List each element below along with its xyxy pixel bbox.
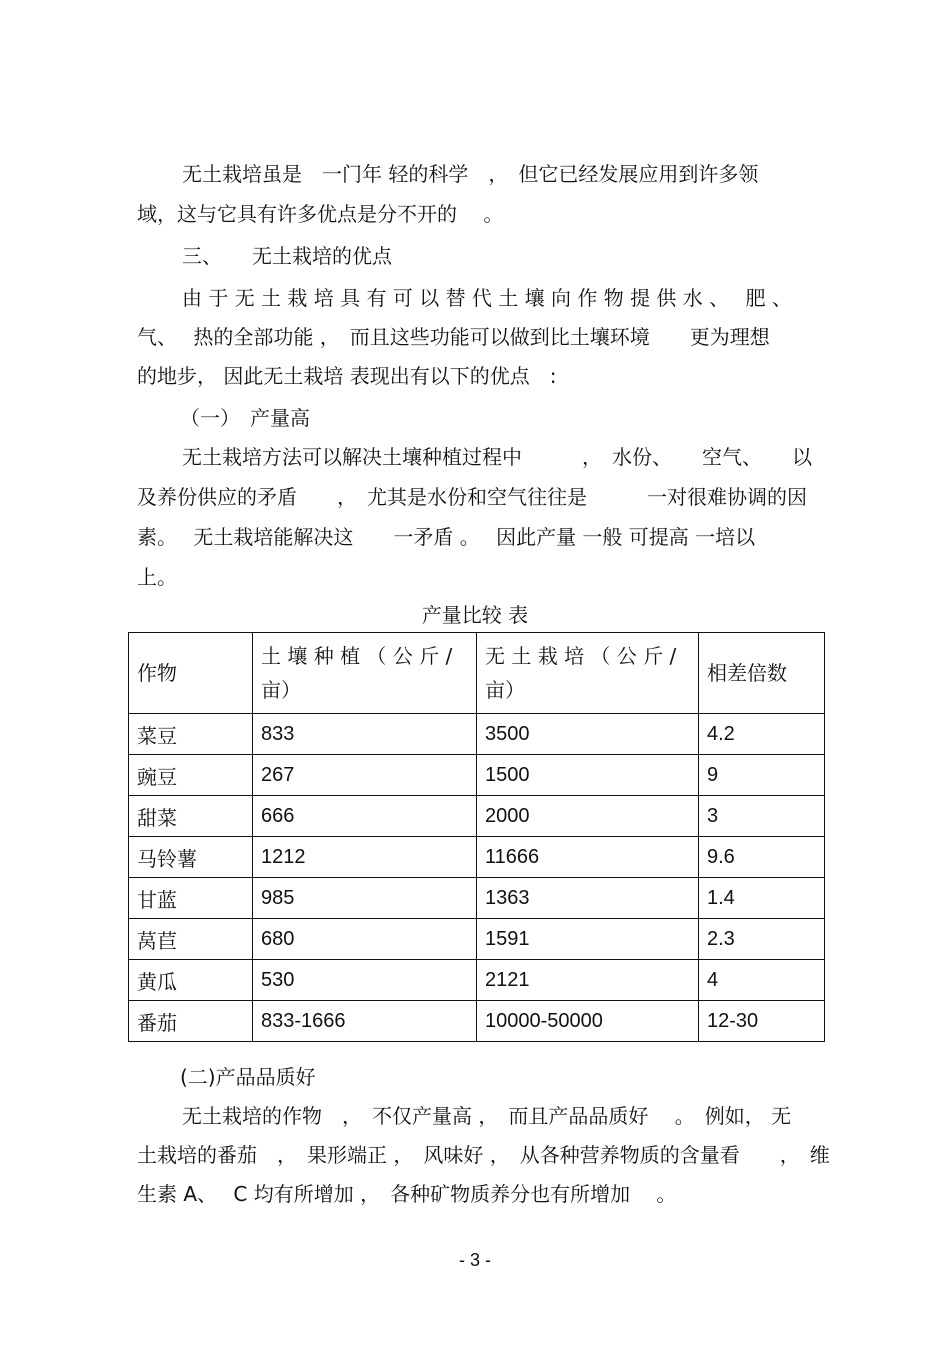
cell-crop: 菜豆 (129, 714, 253, 755)
paragraph-3-line-2: 及养份供应的矛盾 ， 尤其是水份和空气往往是 一对很难协调的因 (137, 485, 807, 509)
header-crop: 作物 (129, 633, 253, 714)
cell-crop: 豌豆 (129, 755, 253, 796)
table-row (129, 960, 825, 1001)
cell-crop: 马铃薯 (129, 837, 253, 878)
paragraph-4-line-2: 土栽培的番茄 ， 果形端正 ， 风味好 ， 从各种营养物质的含量看 ， 维 (137, 1143, 830, 1167)
subheading-yield: （一） 产量高 (180, 406, 310, 430)
paragraph-4-line-1: 无土栽培的作物 ， 不仅产量高 ， 而且产品品质好 。 例如， 无 (182, 1104, 792, 1128)
table-row (129, 878, 825, 919)
table-row (129, 755, 825, 796)
cell-soil: 666 (253, 796, 477, 837)
cell-ratio: 1.4 (699, 878, 825, 919)
cell-soil: 833-1666 (253, 1001, 477, 1042)
paragraph-2-line-2: 气、 热的全部功能 ， 而且这些功能可以做到比土壤环境 更为理想 (137, 325, 770, 349)
cell-crop: 甘蓝 (129, 878, 253, 919)
cell-ratio: 4.2 (699, 714, 825, 755)
cell-ratio: 2.3 (699, 919, 825, 960)
header-soil: 土 壤 种 植 （ 公 斤 / 亩） (253, 633, 477, 714)
cell-soil: 985 (253, 878, 477, 919)
cell-soilless: 3500 (477, 714, 699, 755)
cell-ratio: 9 (699, 755, 825, 796)
cell-crop: 番茄 (129, 1001, 253, 1042)
cell-crop: 黄瓜 (129, 960, 253, 1001)
table-caption: 产量比较 表 (421, 603, 529, 627)
table-row (129, 1001, 825, 1042)
paragraph-4-line-3: 生素 A、 C 均有所增加 ， 各种矿物质养分也有所增加 。 (137, 1182, 677, 1206)
cell-soil: 1212 (253, 837, 477, 878)
yield-comparison-table (128, 632, 825, 1042)
cell-soilless: 11666 (477, 837, 699, 878)
cell-crop: 甜菜 (129, 796, 253, 837)
table-row (129, 714, 825, 755)
cell-soil: 833 (253, 714, 477, 755)
cell-soilless: 1363 (477, 878, 699, 919)
cell-soilless: 2121 (477, 960, 699, 1001)
paragraph-1-line-1: 无土栽培虽是 一门年 轻的科学 ， 但它已经发展应用到许多领 (182, 162, 759, 186)
page-number: - 3 - (458, 1250, 491, 1270)
cell-soilless: 1591 (477, 919, 699, 960)
cell-soilless: 2000 (477, 796, 699, 837)
cell-soil: 530 (253, 960, 477, 1001)
cell-soil: 267 (253, 755, 477, 796)
cell-ratio: 9.6 (699, 837, 825, 878)
cell-ratio: 4 (699, 960, 825, 1001)
table-header-row (129, 633, 825, 714)
table-row (129, 837, 825, 878)
header-ratio: 相差倍数 (699, 633, 825, 714)
paragraph-2-line-3: 的地步， 因此无土栽培 表现出有以下的优点 : (137, 364, 557, 388)
subheading-quality: (二)产品品质好 (180, 1065, 316, 1089)
paragraph-3-line-1: 无土栽培方法可以解决土壤种植过程中 ， 水份、 空气、 以 (182, 445, 812, 469)
paragraph-2-line-1: 由 于 无 土 栽 培 具 有 可 以 替 代 土 壤 向 作 物 提 供 水 、 肥 、 (182, 286, 792, 310)
cell-crop: 莴苣 (129, 919, 253, 960)
cell-ratio: 3 (699, 796, 825, 837)
paragraph-3-line-4: 上。 (137, 565, 177, 589)
paragraph-3-line-3: 素。 无土栽培能解决这 一矛盾 。 因此产量 一般 可提高 一培以 (137, 525, 756, 549)
paragraph-1-line-2: 域，这与它具有许多优点是分不开的 。 (137, 202, 504, 226)
header-soilless: 无 土 栽 培 （ 公 斤 / 亩） (477, 633, 699, 714)
table-row (129, 796, 825, 837)
cell-soilless: 1500 (477, 755, 699, 796)
cell-soil: 680 (253, 919, 477, 960)
section-heading-3: 三、 无土栽培的优点 (182, 244, 392, 268)
cell-ratio: 12-30 (699, 1001, 825, 1042)
table-row (129, 919, 825, 960)
cell-soilless: 10000-50000 (477, 1001, 699, 1042)
